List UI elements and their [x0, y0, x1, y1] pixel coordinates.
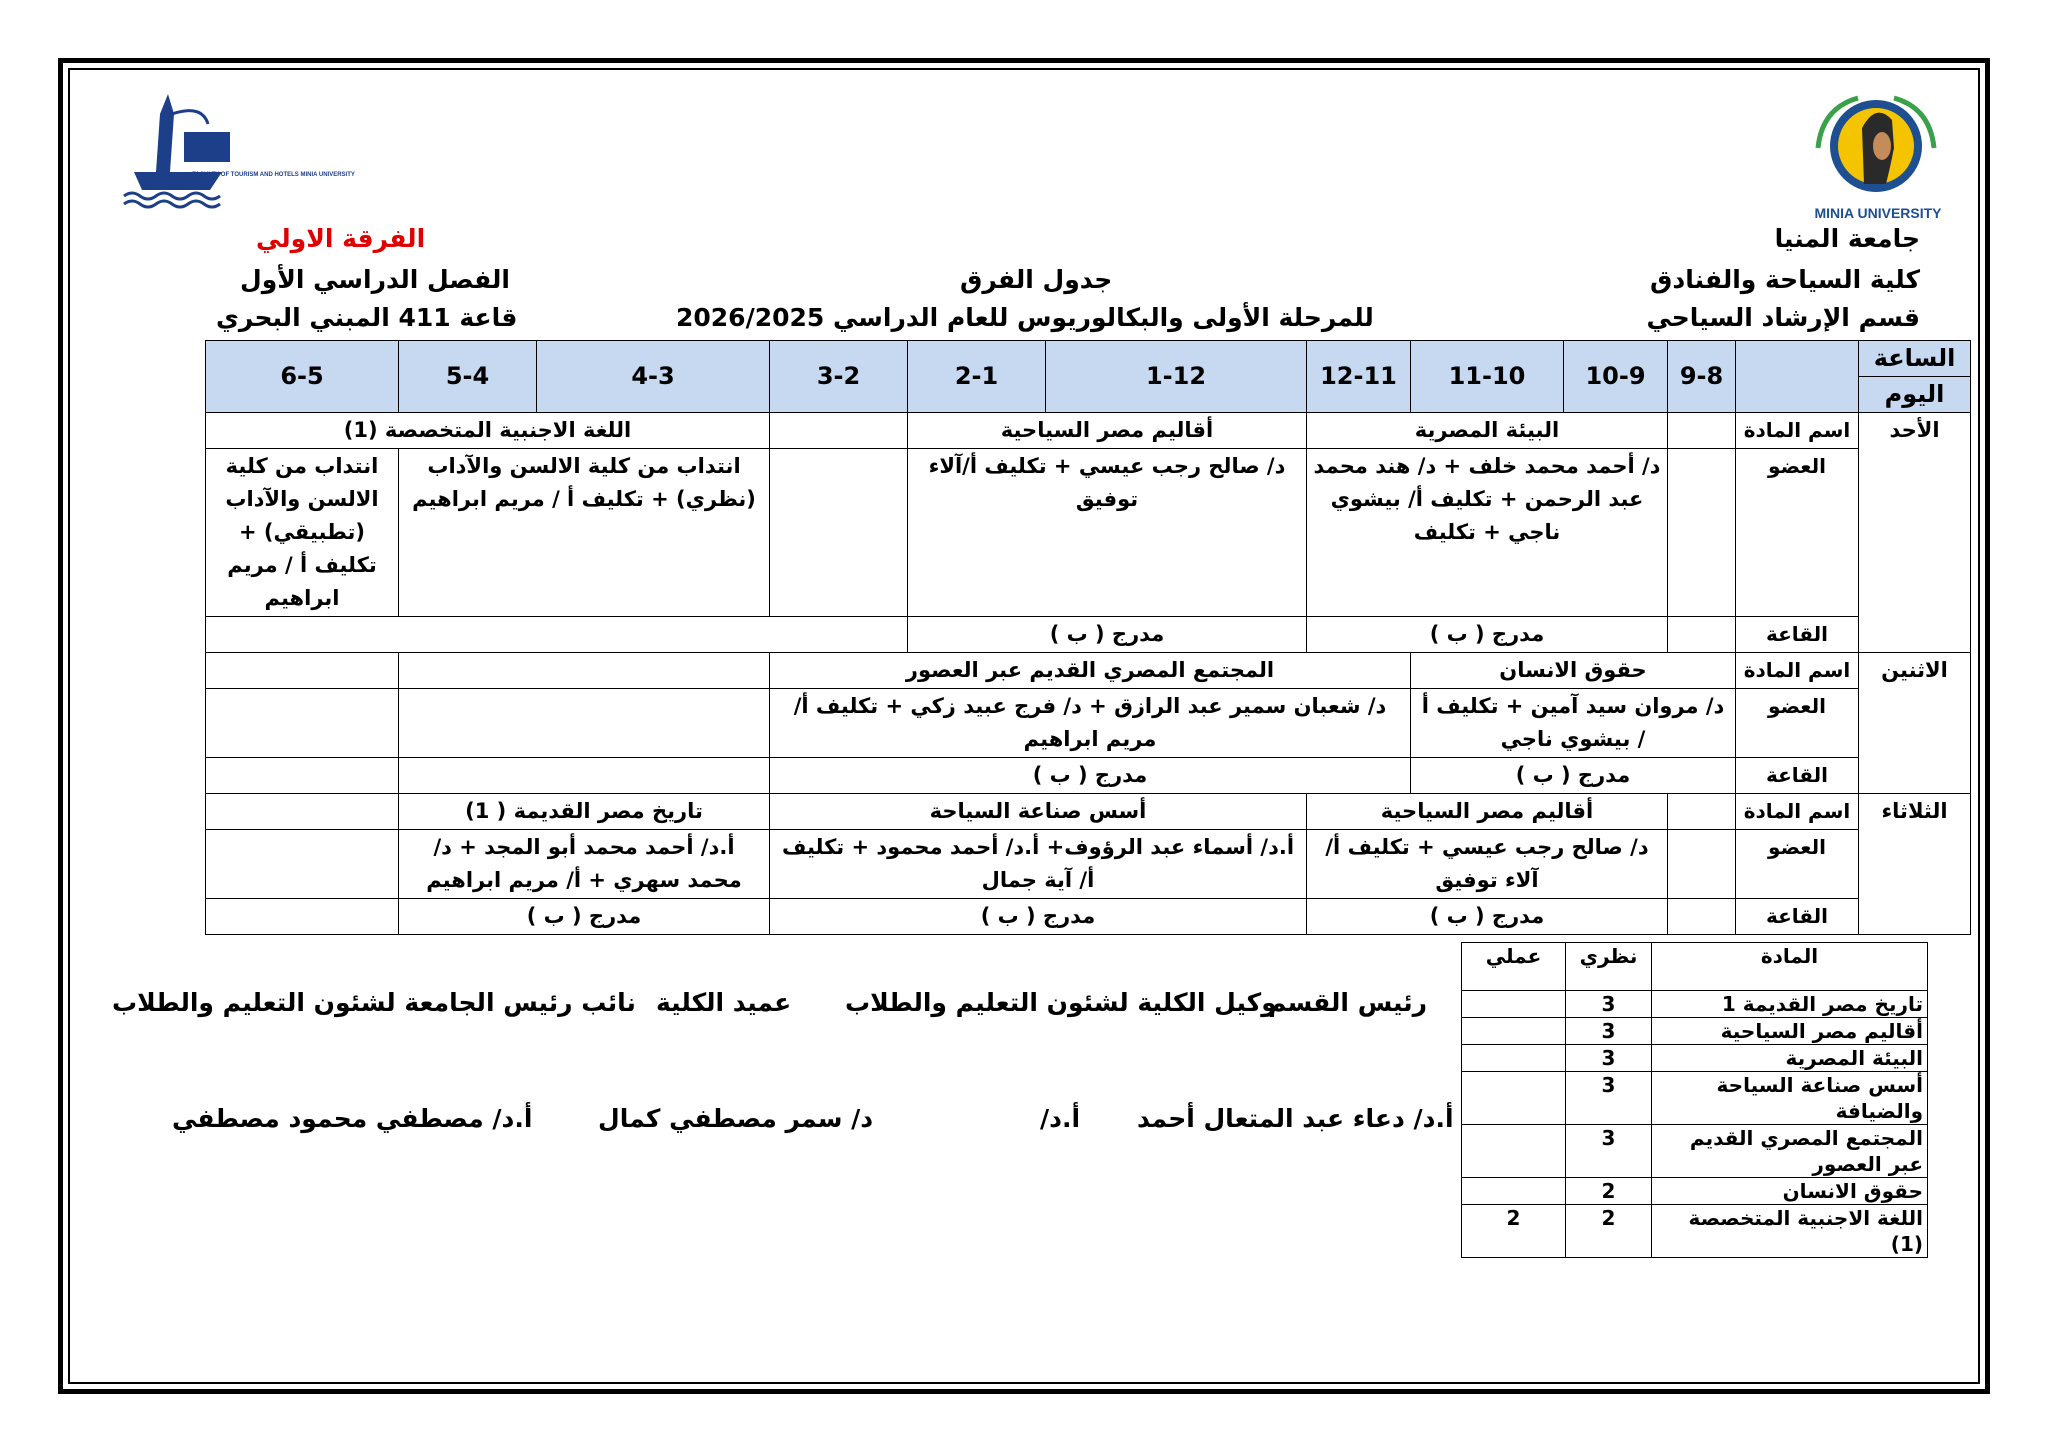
credits-header-practical: عملي [1462, 943, 1566, 991]
hall-label: قاعة 411 المبني البحري [216, 303, 518, 332]
tuesday-hall-row [206, 899, 1971, 935]
empty-cell [1668, 794, 1736, 830]
empty-cell [399, 653, 770, 689]
schedule-subtitle: للمرحلة الأولى والبكالوريوس للعام الدراسي 2026/2025 [676, 303, 1374, 332]
credits-row [1462, 1045, 1928, 1072]
faculty-logo [112, 84, 355, 216]
credits-row [1462, 1125, 1928, 1178]
day-label-blank [1736, 341, 1859, 413]
credits-row [1462, 1205, 1928, 1258]
monday-subject-2: المجتمع المصري القديم عبر العصور [770, 653, 1411, 689]
row-label-member: العضو [1736, 449, 1859, 617]
tuesday-hall-1: مدرج ( ب ) [1307, 899, 1668, 935]
sunday-member-3a: انتداب من كلية الالسن والآداب (نظري) + تكليف أ / مريم ابراهيم [399, 449, 770, 617]
credits-header-subject: المادة [1652, 943, 1928, 991]
slot-header: 2-1 [908, 341, 1046, 413]
credits-row [1462, 1072, 1928, 1125]
empty-cell [1668, 899, 1736, 935]
tuesday-subject-2: أسس صناعة السياحة [770, 794, 1307, 830]
credits-theory: 3 [1566, 1045, 1652, 1072]
credits-subject: اللغة الاجنبية المتخصصة (1) [1652, 1205, 1928, 1258]
monday-subject-row [206, 653, 1971, 689]
sunday-hall-2: مدرج ( ب ) [908, 617, 1307, 653]
monday-hall-2: مدرج ( ب ) [770, 758, 1411, 794]
empty-cell [770, 413, 908, 449]
credits-subject: المجتمع المصري القديم عبر العصور [1652, 1125, 1928, 1178]
monday-member-2: د/ شعبان سمير عبد الرازق + د/ فرج عبيد زكي + تكليف أ/ مريم ابراهيم [770, 689, 1411, 758]
empty-cell [206, 653, 399, 689]
university-name: جامعة المنيا [1774, 224, 1920, 253]
credits-subject: أسس صناعة السياحة والضيافة [1652, 1072, 1928, 1125]
signature-name-vice-president: أ.د/ مصطفي محمود مصطفي [172, 1104, 533, 1133]
tuesday-hall-2: مدرج ( ب ) [770, 899, 1307, 935]
sunday-subject-2: أقاليم مصر السياحية [908, 413, 1307, 449]
credits-row [1462, 1178, 1928, 1205]
minia-university-logo [1802, 88, 1954, 224]
tuesday-subject-1: أقاليم مصر السياحية [1307, 794, 1668, 830]
tuesday-subject-3: تاريخ مصر القديمة ( 1) [399, 794, 770, 830]
tuesday-member-3: أ.د/ أحمد محمد أبو المجد + د/ محمد سهري + أ/ مريم ابراهيم [399, 830, 770, 899]
schedule-table [205, 340, 1971, 935]
faculty-logo-text: FACULTY OF TOURISM AND HOTELS MINIA UNIVERSITY [192, 172, 355, 178]
sunday-member-1: د/ أحمد محمد خلف + د/ هند محمد عبد الرحمن + تكليف أ/ بيشوي ناجي + تكليف [1307, 449, 1668, 617]
credits-practical: 2 [1462, 1205, 1566, 1258]
credits-theory: 2 [1566, 1205, 1652, 1258]
sunday-hall-1: مدرج ( ب ) [1307, 617, 1668, 653]
credits-subject: البيئة المصرية [1652, 1045, 1928, 1072]
monday-hall-row [206, 758, 1971, 794]
empty-cell [399, 758, 770, 794]
credits-header-theory: نظري [1566, 943, 1652, 991]
slot-header: 6-5 [206, 341, 399, 413]
sunday-subject-1: البيئة المصرية [1307, 413, 1668, 449]
tuesday-hall-3: مدرج ( ب ) [399, 899, 770, 935]
credits-theory: 3 [1566, 1072, 1652, 1125]
signature-title-vice-president: نائب رئيس الجامعة لشئون التعليم والطلاب [112, 988, 636, 1017]
row-label-subject: اسم المادة [1736, 413, 1859, 449]
credits-theory: 3 [1566, 1018, 1652, 1045]
empty-cell [206, 758, 399, 794]
slot-header: 11-10 [1411, 341, 1564, 413]
credits-header-row [1462, 943, 1928, 991]
slot-header: 9-8 [1668, 341, 1736, 413]
header-row-hours [206, 341, 1971, 377]
row-label-hall: القاعة [1736, 758, 1859, 794]
slot-header: 4-3 [537, 341, 770, 413]
level-title: الفرقة الاولي [256, 224, 426, 253]
empty-cell [206, 689, 399, 758]
row-label-hall: القاعة [1736, 617, 1859, 653]
credits-theory: 3 [1566, 1125, 1652, 1178]
day-sunday: الأحد [1859, 413, 1971, 653]
empty-cell [399, 689, 770, 758]
credits-row [1462, 991, 1928, 1018]
credits-practical [1462, 1178, 1566, 1205]
credits-subject: حقوق الانسان [1652, 1178, 1928, 1205]
signature-title-vice-dean: وكيل الكلية لشئون التعليم والطلاب [845, 988, 1277, 1017]
row-label-member: العضو [1736, 830, 1859, 899]
monday-member-row [206, 689, 1971, 758]
slot-header: 1-12 [1046, 341, 1307, 413]
department-name: قسم الإرشاد السياحي [1646, 303, 1920, 332]
minia-logo-text: MINIA UNIVERSITY [1814, 205, 1942, 221]
monday-subject-1: حقوق الانسان [1411, 653, 1736, 689]
sunday-hall-row [206, 617, 1971, 653]
empty-cell [1668, 413, 1736, 449]
credits-practical [1462, 991, 1566, 1018]
credits-table [1461, 942, 1928, 1258]
empty-cell [206, 899, 399, 935]
sunday-subject-3: اللغة الاجنبية المتخصصة (1) [206, 413, 770, 449]
signature-title-dean: عميد الكلية [656, 988, 792, 1017]
tuesday-subject-row [206, 794, 1971, 830]
sunday-member-2: د/ صالح رجب عيسي + تكليف أ/آلاء توفيق [908, 449, 1307, 617]
monday-member-1: د/ مروان سيد آمين + تكليف أ / بيشوي ناجي [1411, 689, 1736, 758]
tuesday-member-1: د/ صالح رجب عيسي + تكليف أ/آلاء توفيق [1307, 830, 1668, 899]
slot-header: 5-4 [399, 341, 537, 413]
signature-name-dept-head: أ.د/ دعاء عبد المتعال أحمد [1137, 1104, 1454, 1133]
sunday-member-row [206, 449, 1971, 617]
slot-header: 3-2 [770, 341, 908, 413]
empty-cell [770, 449, 908, 617]
slot-header: 12-11 [1307, 341, 1411, 413]
day-tuesday: الثلاثاء [1859, 794, 1971, 935]
empty-cell [1668, 617, 1736, 653]
schedule-title: جدول الفرق [960, 265, 1113, 294]
credits-subject: تاريخ مصر القديمة 1 [1652, 991, 1928, 1018]
credits-practical [1462, 1072, 1566, 1125]
empty-cell [206, 794, 399, 830]
faculty-name: كلية السياحة والفنادق [1650, 265, 1920, 294]
credits-practical [1462, 1125, 1566, 1178]
sunday-subject-row [206, 413, 1971, 449]
row-label-subject: اسم المادة [1736, 794, 1859, 830]
tuesday-member-row [206, 830, 1971, 899]
credits-subject: أقاليم مصر السياحية [1652, 1018, 1928, 1045]
signature-name-dean: د/ سمر مصطفي كمال [598, 1104, 874, 1133]
row-label-member: العضو [1736, 689, 1859, 758]
credits-row [1462, 1018, 1928, 1045]
credits-practical [1462, 1018, 1566, 1045]
empty-cell [1668, 830, 1736, 899]
row-label-subject: اسم المادة [1736, 653, 1859, 689]
signature-title-dept-head: رئيس القسم [1268, 988, 1428, 1017]
day-monday: الاثنين [1859, 653, 1971, 794]
signature-name-vice-dean: أ.د/ [1040, 1104, 1081, 1133]
monday-hall-1: مدرج ( ب ) [1411, 758, 1736, 794]
hour-label: الساعة [1859, 341, 1971, 377]
semester-label: الفصل الدراسي الأول [240, 265, 510, 294]
day-label: اليوم [1859, 377, 1971, 413]
empty-cell [206, 617, 908, 653]
slot-header: 10-9 [1564, 341, 1668, 413]
tuesday-member-2: أ.د/ أسماء عبد الرؤوف+ أ.د/ أحمد محمود + تكليف أ/ آية جمال [770, 830, 1307, 899]
empty-cell [1668, 449, 1736, 617]
empty-cell [206, 830, 399, 899]
row-label-hall: القاعة [1736, 899, 1859, 935]
credits-practical [1462, 1045, 1566, 1072]
sunday-member-3b: انتداب من كلية الالسن والآداب (تطبيقي) + تكليف أ / مريم ابراهيم [206, 449, 399, 617]
credits-theory: 3 [1566, 991, 1652, 1018]
credits-theory: 2 [1566, 1178, 1652, 1205]
